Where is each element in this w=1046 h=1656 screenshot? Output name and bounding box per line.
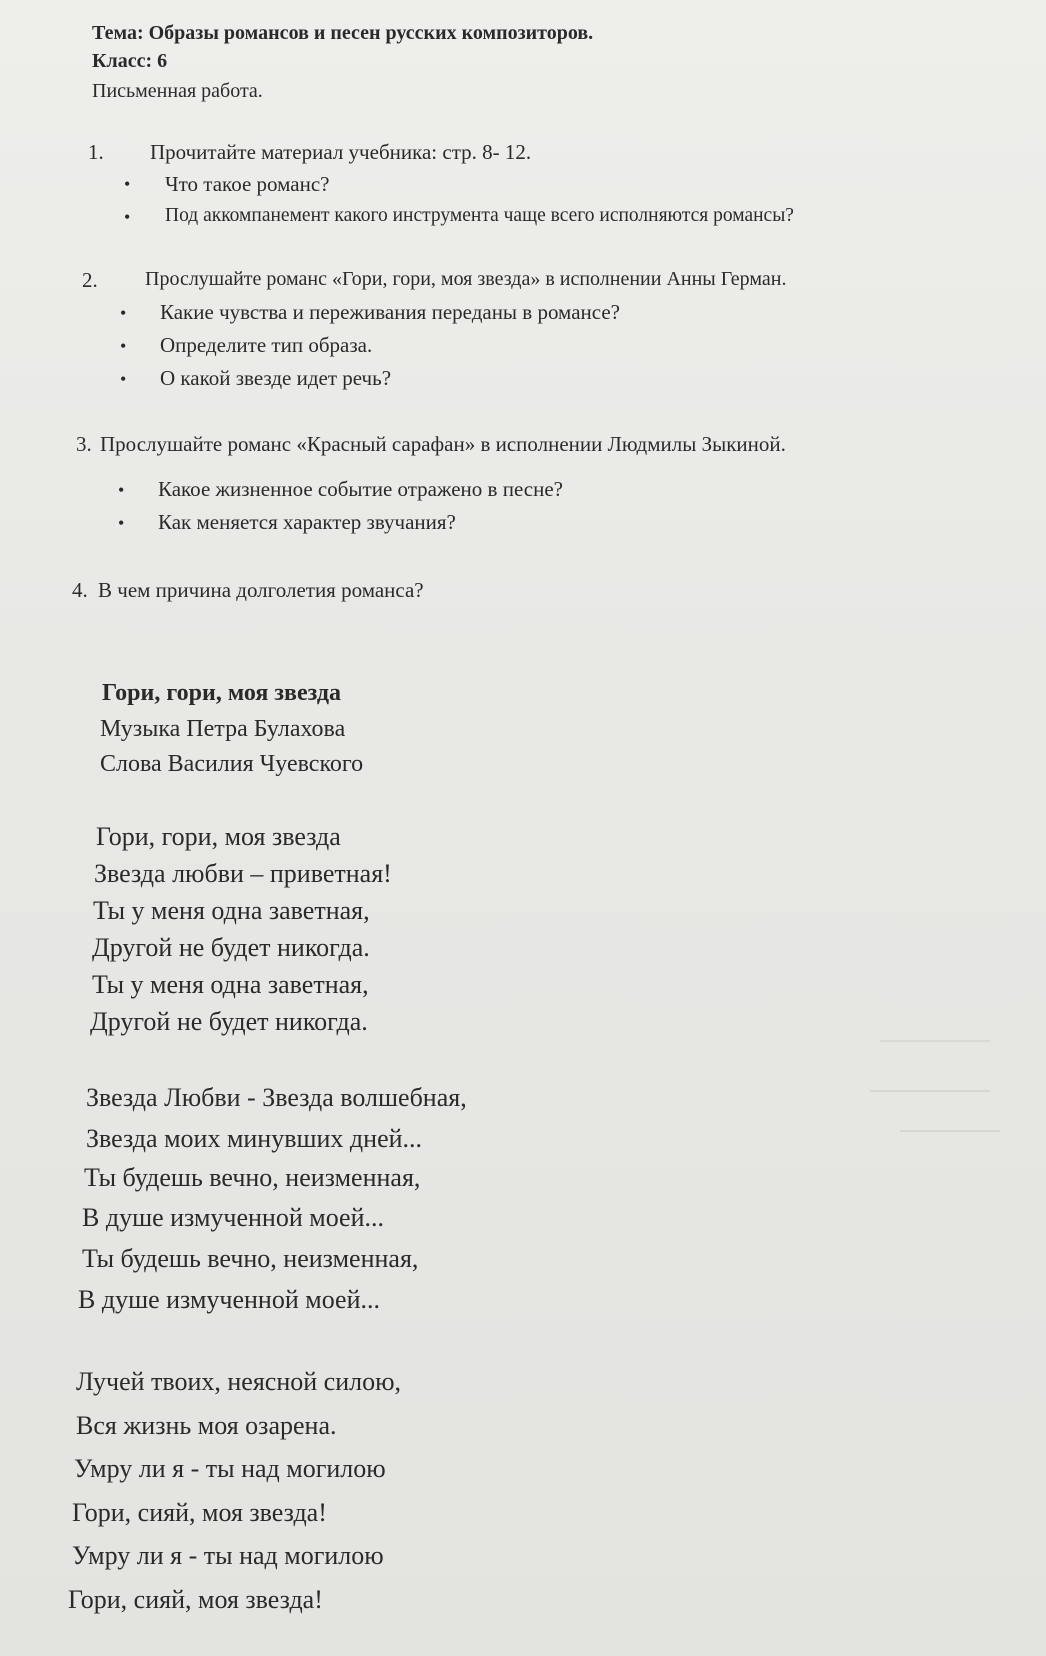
question-2-bullet-1: Какие чувства и переживания переданы в романсе? (160, 300, 620, 324)
question-2-bullet-2: Определите тип образа. (160, 333, 373, 357)
poem-line: Вся жизнь моя озарена. (76, 1411, 337, 1440)
bleed-through-mark (870, 1090, 990, 1092)
question-2-text: Прослушайте романс «Гори, гори, моя звезда» в исполнении Анны Герман. (145, 268, 787, 290)
poem-line: Другой не будет никогда. (90, 1007, 368, 1036)
poem-line: Ты у меня одна заветная, (93, 896, 370, 925)
question-2-bullet-3: О какой звезде идет речь? (160, 366, 392, 390)
poem-line: Ты будешь вечно, неизменная, (82, 1244, 419, 1273)
question-3-bullet-1: Какое жизненное событие отражено в песне? (158, 477, 563, 501)
work-type-label: Письменная работа. (92, 80, 263, 102)
poem-line: Другой не будет никогда. (92, 933, 370, 962)
question-3-bullet-2: Как меняется характер звучания? (158, 510, 456, 534)
bleed-through-mark (900, 1130, 1000, 1132)
poem-line: В душе измученной моей... (82, 1203, 384, 1232)
poem-line: В душе измученной моей... (78, 1285, 380, 1314)
poem-line: Умру ли я - ты над могилою (74, 1454, 386, 1483)
question-4-number: 4. (72, 578, 88, 602)
poem-music-credit: Музыка Петра Булахова (100, 716, 346, 742)
bullet-icon: • (120, 369, 127, 389)
poem-line: Звезда любви – приветная! (94, 859, 392, 888)
question-1-bullet-2: Под аккомпанемент какого инструмента чаще всего исполняются романсы? (165, 205, 794, 226)
bleed-through-mark (880, 1040, 990, 1042)
poem-line: Гори, гори, моя звезда (96, 822, 341, 851)
question-1-bullet-1: Что такое романс? (165, 172, 330, 196)
bullet-icon: • (124, 207, 131, 227)
poem-line: Ты будешь вечно, неизменная, (84, 1163, 421, 1192)
poem-line: Умру ли я - ты над могилою (72, 1541, 384, 1570)
grade-label: Класс: 6 (92, 50, 168, 72)
poem-line: Гори, сияй, моя звезда! (72, 1498, 327, 1527)
question-2-number: 2. (82, 268, 98, 292)
bullet-icon: • (118, 480, 125, 500)
bullet-icon: • (118, 513, 125, 533)
question-1-text: Прочитайте материал учебника: стр. 8- 12. (150, 140, 532, 164)
question-3-text: Прослушайте романс «Красный сарафан» в исполнении Людмилы Зыкиной. (100, 432, 786, 456)
bullet-icon: • (120, 303, 127, 323)
poem-title: Гори, гори, моя звезда (102, 680, 341, 706)
question-3-number: 3. (76, 432, 92, 456)
bullet-icon: • (120, 336, 127, 356)
question-4-text: В чем причина долголетия романса? (98, 578, 424, 602)
bullet-icon: • (124, 174, 131, 194)
poem-line: Звезда моих минувших дней... (86, 1124, 423, 1153)
question-1-number: 1. (88, 140, 104, 164)
poem-words-credit: Слова Василия Чуевского (100, 751, 364, 777)
poem-line: Лучей твоих, неясной силою, (76, 1367, 402, 1396)
poem-line: Гори, сияй, моя звезда! (68, 1585, 323, 1614)
poem-line: Ты у меня одна заветная, (92, 970, 369, 999)
poem-line: Звезда Любви - Звезда волшебная, (86, 1083, 467, 1112)
topic-title: Тема: Образы романсов и песен русских композиторов. (92, 22, 594, 44)
